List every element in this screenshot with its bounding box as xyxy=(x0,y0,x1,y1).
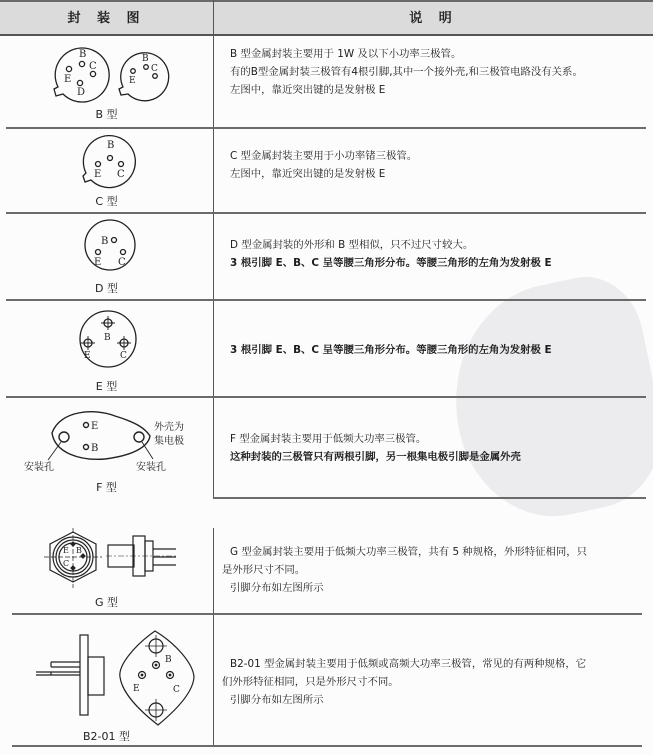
package-diagram-c xyxy=(0,129,213,212)
svg-text:C: C xyxy=(173,685,180,695)
svg-text:E: E xyxy=(129,76,136,86)
svg-text:E: E xyxy=(94,257,102,268)
row-divider xyxy=(213,497,646,499)
description-e: 3 根引脚 E、B、C 呈等腰三角形分布。等腰三角形的左角为发射极 E xyxy=(230,344,552,356)
package-diagram-f xyxy=(0,398,213,497)
svg-text:安装孔: 安装孔 xyxy=(136,462,166,473)
svg-text:E: E xyxy=(94,169,102,180)
svg-text:C: C xyxy=(63,559,70,568)
header-description-column: 说 明 xyxy=(409,11,458,26)
table-row-type-b2-01 xyxy=(0,615,653,745)
table-row-type-d xyxy=(0,214,653,299)
type-label: B2-01 型 xyxy=(82,730,130,743)
description-g: G 型金属封装主要用于低频大功率三极管，共有 5 种规格，外形特征相同，只 是外形尺寸不同。 引脚分布如左图所示 xyxy=(222,546,588,594)
svg-text:C: C xyxy=(120,351,127,361)
svg-text:B: B xyxy=(107,140,115,151)
svg-text:E: E xyxy=(64,74,72,85)
table-bottom-rule xyxy=(12,745,642,747)
svg-text:C: C xyxy=(117,169,125,180)
svg-text:B: B xyxy=(79,49,87,60)
type-label: E 型 xyxy=(95,380,118,393)
table-header xyxy=(0,0,653,36)
description-c: C 型金属封装主要用于小功率锗三极管。 左图中，靠近突出键的是发射极 E xyxy=(230,150,418,180)
svg-text:E: E xyxy=(84,351,91,361)
type-label: F 型 xyxy=(96,481,117,494)
package-diagram-g xyxy=(0,528,213,613)
svg-text:外壳为: 外壳为 xyxy=(154,422,184,433)
svg-text:B: B xyxy=(76,546,82,555)
svg-text:B: B xyxy=(165,655,172,665)
package-diagram-e xyxy=(0,301,213,396)
table-row-type-b xyxy=(0,36,653,127)
svg-text:C: C xyxy=(89,61,97,72)
svg-text:E: E xyxy=(63,546,69,555)
svg-text:B: B xyxy=(142,54,149,64)
svg-text:B: B xyxy=(101,236,109,247)
type-label: G 型 xyxy=(94,596,119,609)
package-diagram-b xyxy=(0,36,213,127)
b2-01-type-pinout-icon xyxy=(0,615,213,745)
description-d: D 型金属封装的外形和 B 型相似，只不过尺寸较大。 3 根引脚 E、B、C 呈等腰三角形分布。等腰三角形的左角为发射极 E xyxy=(230,239,552,269)
svg-text:E: E xyxy=(91,421,99,432)
table-row-type-c xyxy=(0,129,653,212)
type-label: D 型 xyxy=(95,282,118,295)
svg-text:E: E xyxy=(133,684,140,694)
description-f: F 型金属封装主要用于低频大功率三极管。 这种封装的三极管只有两根引脚，另一根集电极引脚是金属外壳 xyxy=(230,433,521,463)
description-b: B 型金属封装主要用于 1W 及以下小功率三极管。 有的B型金属封装三极管有4根引脚,其中一个接外壳,和三极管电路没有关系。 左图中，靠近突出键的是发射极 E xyxy=(230,48,583,96)
svg-text:D: D xyxy=(77,87,86,98)
type-label: B 型 xyxy=(95,108,118,121)
description-b2-01: B2-01 型金属封装主要用于低频或高频大功率三极管，常见的有两种规格，它 们外形特征相同，只是外形尺寸不同。 引脚分布如左图所示 xyxy=(222,658,587,706)
package-diagram-d xyxy=(0,214,213,299)
svg-text:C: C xyxy=(151,64,158,74)
package-diagram-b2-01 xyxy=(0,615,213,745)
table-row-type-e xyxy=(0,301,653,396)
svg-text:C: C xyxy=(118,257,126,268)
svg-text:安装孔: 安装孔 xyxy=(24,462,54,473)
type-label: C 型 xyxy=(95,195,118,208)
svg-text:B: B xyxy=(91,443,99,454)
table-row-type-f xyxy=(0,398,653,497)
svg-text:B: B xyxy=(104,333,111,343)
svg-text:集电极: 集电极 xyxy=(154,436,184,447)
header-package-column: 封 装 图 xyxy=(67,11,146,26)
table-row-type-g xyxy=(0,528,653,613)
